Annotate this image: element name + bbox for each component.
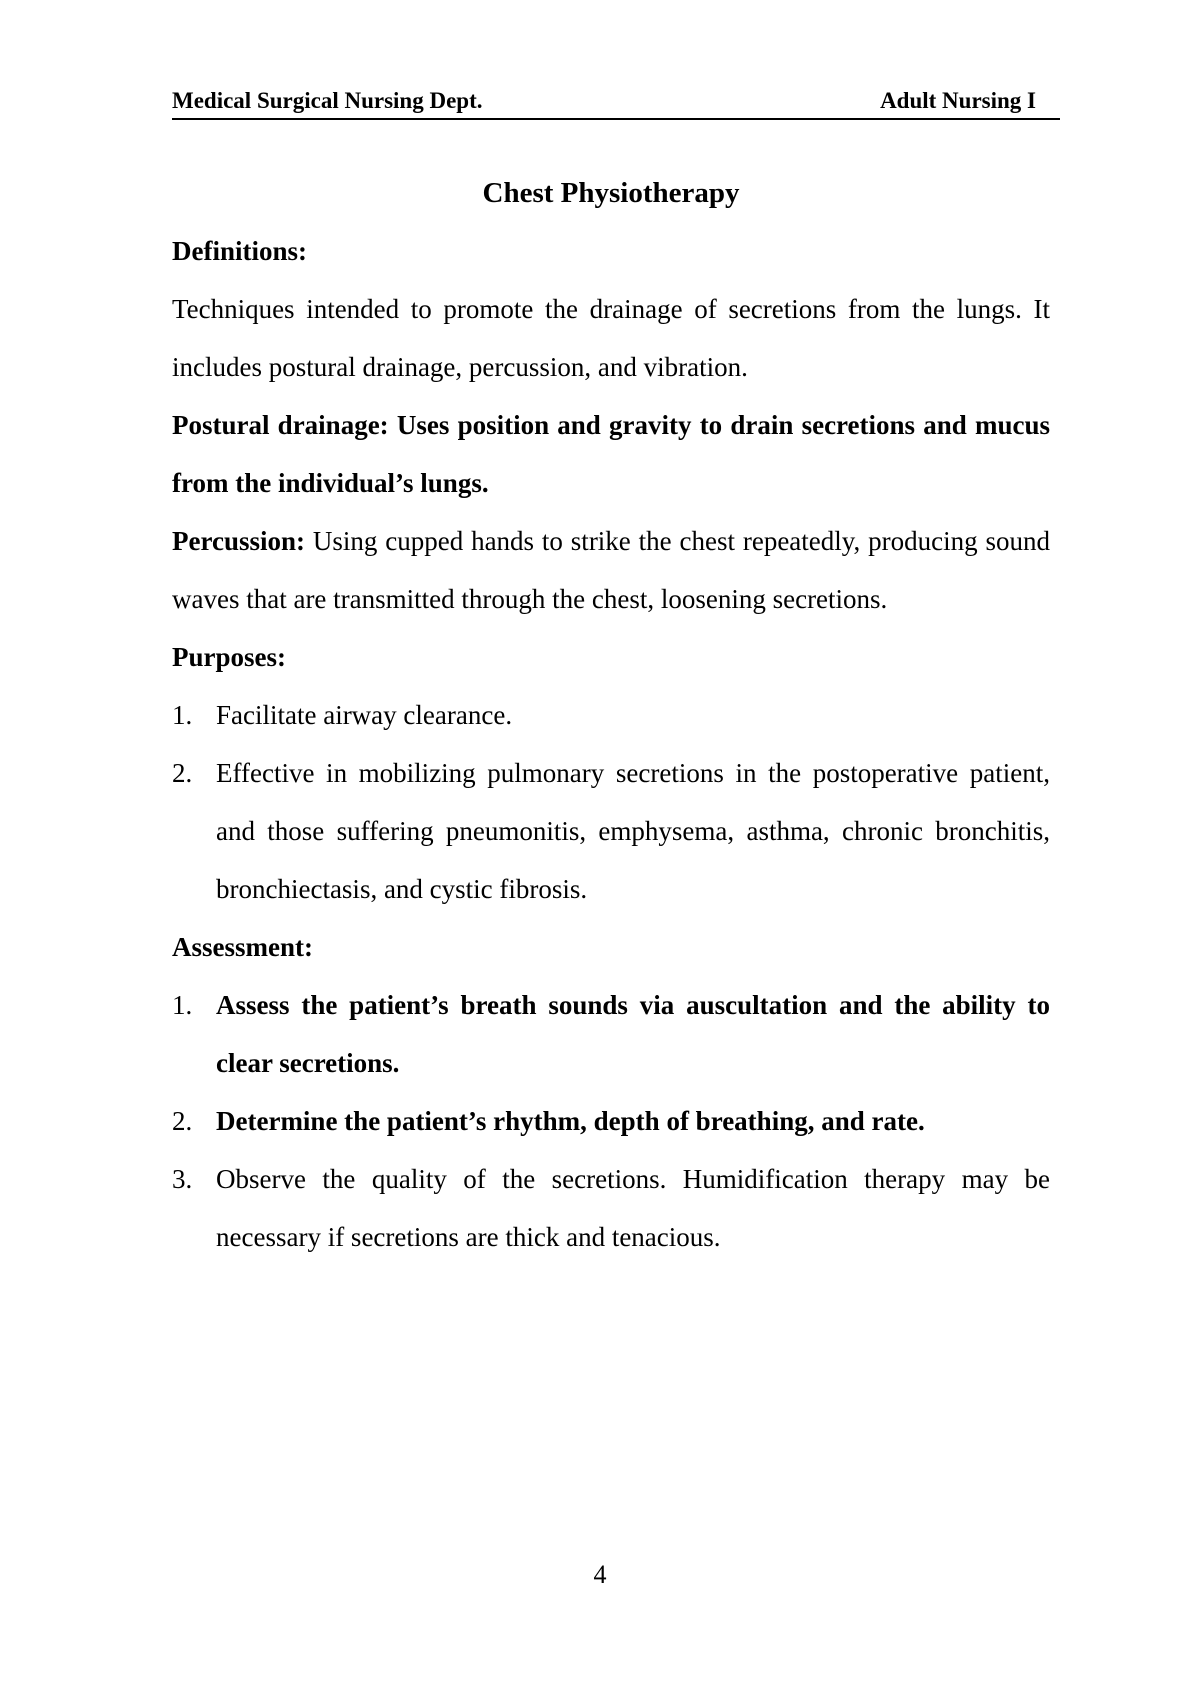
definitions-intro: Techniques intended to promote the drainage of secretions from the lungs. It includes postural drainage, percussion, and vibration. (172, 294, 1050, 382)
list-item (172, 686, 1050, 744)
postural-drainage-text: Uses position and gravity to drain secretions and mucus from the individual’s lungs. (172, 410, 1050, 498)
page-content (172, 164, 1050, 1266)
percussion-label: Percussion: (172, 526, 305, 556)
list-item-number: 2. (172, 758, 193, 788)
list-item (172, 976, 1050, 1092)
page-header (172, 86, 1060, 120)
list-item (172, 1150, 1050, 1266)
list-item-number: 2. (172, 1106, 193, 1136)
purposes-list (172, 686, 1050, 918)
list-item-number: 3. (172, 1164, 193, 1194)
assessment-heading: Assessment: (172, 932, 313, 962)
assessment-list (172, 976, 1050, 1266)
header-course: Adult Nursing I (880, 88, 1036, 113)
list-item-text: Assess the patient’s breath sounds via auscultation and the ability to clear secretions. (216, 990, 1050, 1078)
postural-drainage-label: Postural drainage: (172, 410, 389, 440)
list-item-text: Effective in mobilizing pulmonary secretions in the postoperative patient, and those suffering pneumonitis, emphysema, asthma, chronic bronchitis, bronchiectasis, and cystic fibrosis. (216, 758, 1050, 904)
list-item (172, 1092, 1050, 1150)
percussion-definition (172, 512, 1050, 628)
list-item-number: 1. (172, 990, 193, 1020)
list-item-text: Observe the quality of the secretions. Humidification therapy may be necessary if secretions are thick and tenacious. (216, 1164, 1050, 1252)
purposes-heading: Purposes: (172, 642, 286, 672)
definitions-heading: Definitions: (172, 236, 307, 266)
percussion-text: Using cupped hands to strike the chest repeatedly, producing sound waves that are transmitted through the chest, loosening secretions. (172, 526, 1050, 614)
list-item-number: 1. (172, 700, 193, 730)
list-item-text: Facilitate airway clearance. (216, 700, 513, 730)
list-item (172, 744, 1050, 918)
header-department: Medical Surgical Nursing Dept. (172, 88, 483, 113)
postural-drainage-definition (172, 396, 1050, 512)
page-number: 4 (593, 1560, 607, 1589)
page-title: Chest Physiotherapy (482, 177, 740, 209)
list-item-text: Determine the patient’s rhythm, depth of breathing, and rate. (216, 1106, 925, 1136)
